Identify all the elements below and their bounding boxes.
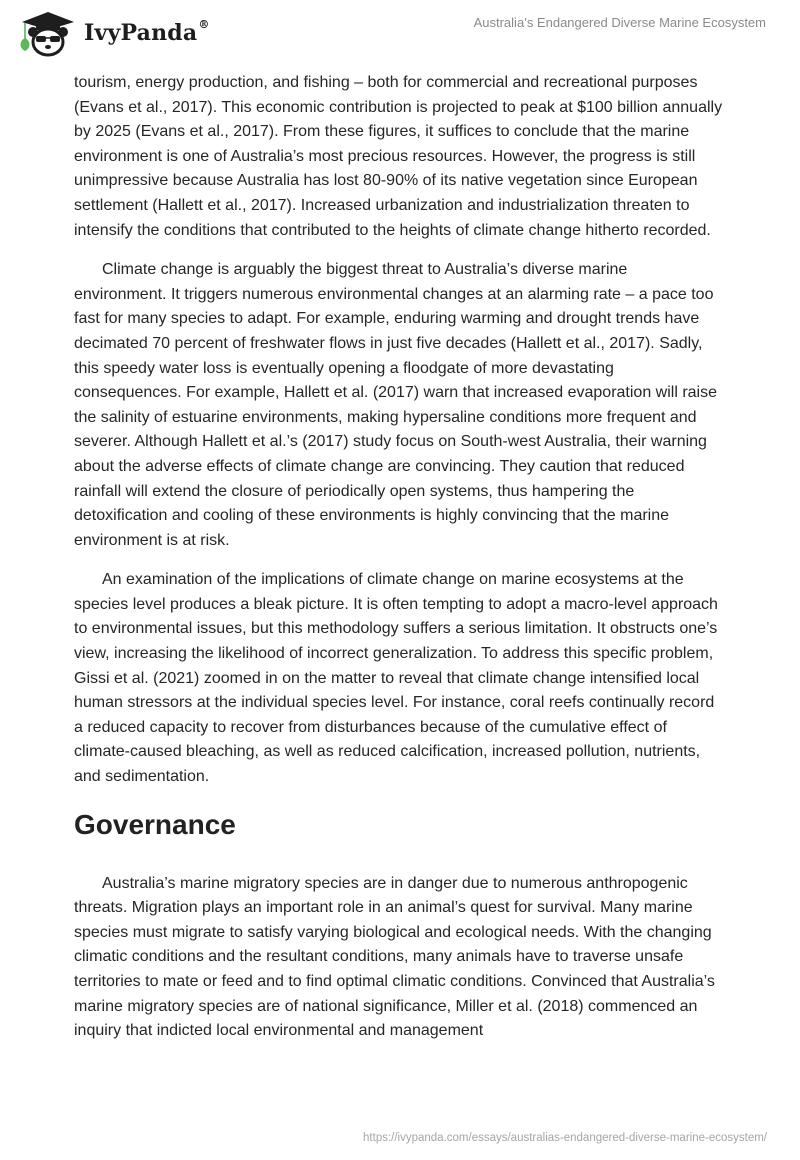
- brand-logo[interactable]: [16, 8, 210, 58]
- paragraph: An examination of the implications of climate change on marine ecosystems at the species level produces a bleak picture. It is often tempting to adopt a macro-level approach to environmental issues, but this methodology suffers a serious limitation. It obstructs one’s view, increasing the likelihood of incorrect generalization. To address this specific problem, Gissi et al. (2021) zoomed in on the matter to reveal that climate change intensified local human stressors at the individual species level. For instance, coral reefs continually record a reduced capacity to recover from disturbances because of the cumulative effect of climate-caused bleaching, as well as reduced calcification, increased pollution, nutrients, and sedimentation.: [74, 571, 718, 786]
- page-header: [0, 0, 800, 64]
- paragraph: Australia’s marine migratory species are in danger due to numerous anthropogenic threats. Migration plays an important role in an animal’s quest for survival. Many marine species must migrate to satisfy varying biological and ecological needs. With the changing climatic conditions and the resultant conditions, many animals have to traverse unsafe territories to mate or feed and to find optimal climatic conditions. Convinced that Australia’s marine migratory species are of national significance, Miller et al. (2018) commenced an inquiry that indicted local environmental and management: [74, 874, 715, 1040]
- brand-name: IvyPanda®: [84, 18, 210, 46]
- paragraph: Climate change is arguably the biggest threat to Australia’s diverse marine environment. It triggers numerous environmental changes at an alarming rate – a pace too fast for many species to adapt. For example, enduring warming and drought trends have decimated 70 percent of freshwater flows in just five decades (Hallett et al., 2017). Sadly, this speedy water loss is eventually opening a floodgate of more devastating consequences. For example, Hallett et al. (2017) warn that increased evaporation will raise the salinity of estuarine environments, making hypersaline conditions more frequent and severer. Although Hallett et al.’s (2017) study focus on South-west Australia, their warning about the adverse effects of climate change are convincing. They caution that reduced rainfall will extend the closure of periodically open systems, thus hampering the detoxification and cooling of these environments is highly convincing that the marine environment is at risk.: [74, 261, 717, 549]
- source-url[interactable]: https://ivypanda.com/essays/australias-endangered-diverse-marine-ecosystem/: [363, 1132, 767, 1144]
- section-heading: Governance: [74, 808, 236, 840]
- registered-mark: ®: [198, 18, 210, 31]
- document-title: Australia’s Endangered Diverse Marine Ecosystem: [473, 15, 766, 30]
- paragraph: tourism, energy production, and fishing – both for commercial and recreational purposes (Evans et al., 2017). This economic contribution is projected to peak at $100 billion annually by 2025 (Evans et al., 2017). From these figures, it suffices to conclude that the marine environment is one of Australia’s most precious resources. However, the progress is still unimpressive because Australia has lost 80-90% of its native vegetation since European settlement (Hallett et al., 2017). Increased urbanization and industrialization threaten to intensify the conditions that contributed to the heights of climate change hitherto recorded.: [74, 74, 723, 239]
- panda-graduate-icon: [16, 8, 78, 58]
- essay-content: [74, 71, 724, 1059]
